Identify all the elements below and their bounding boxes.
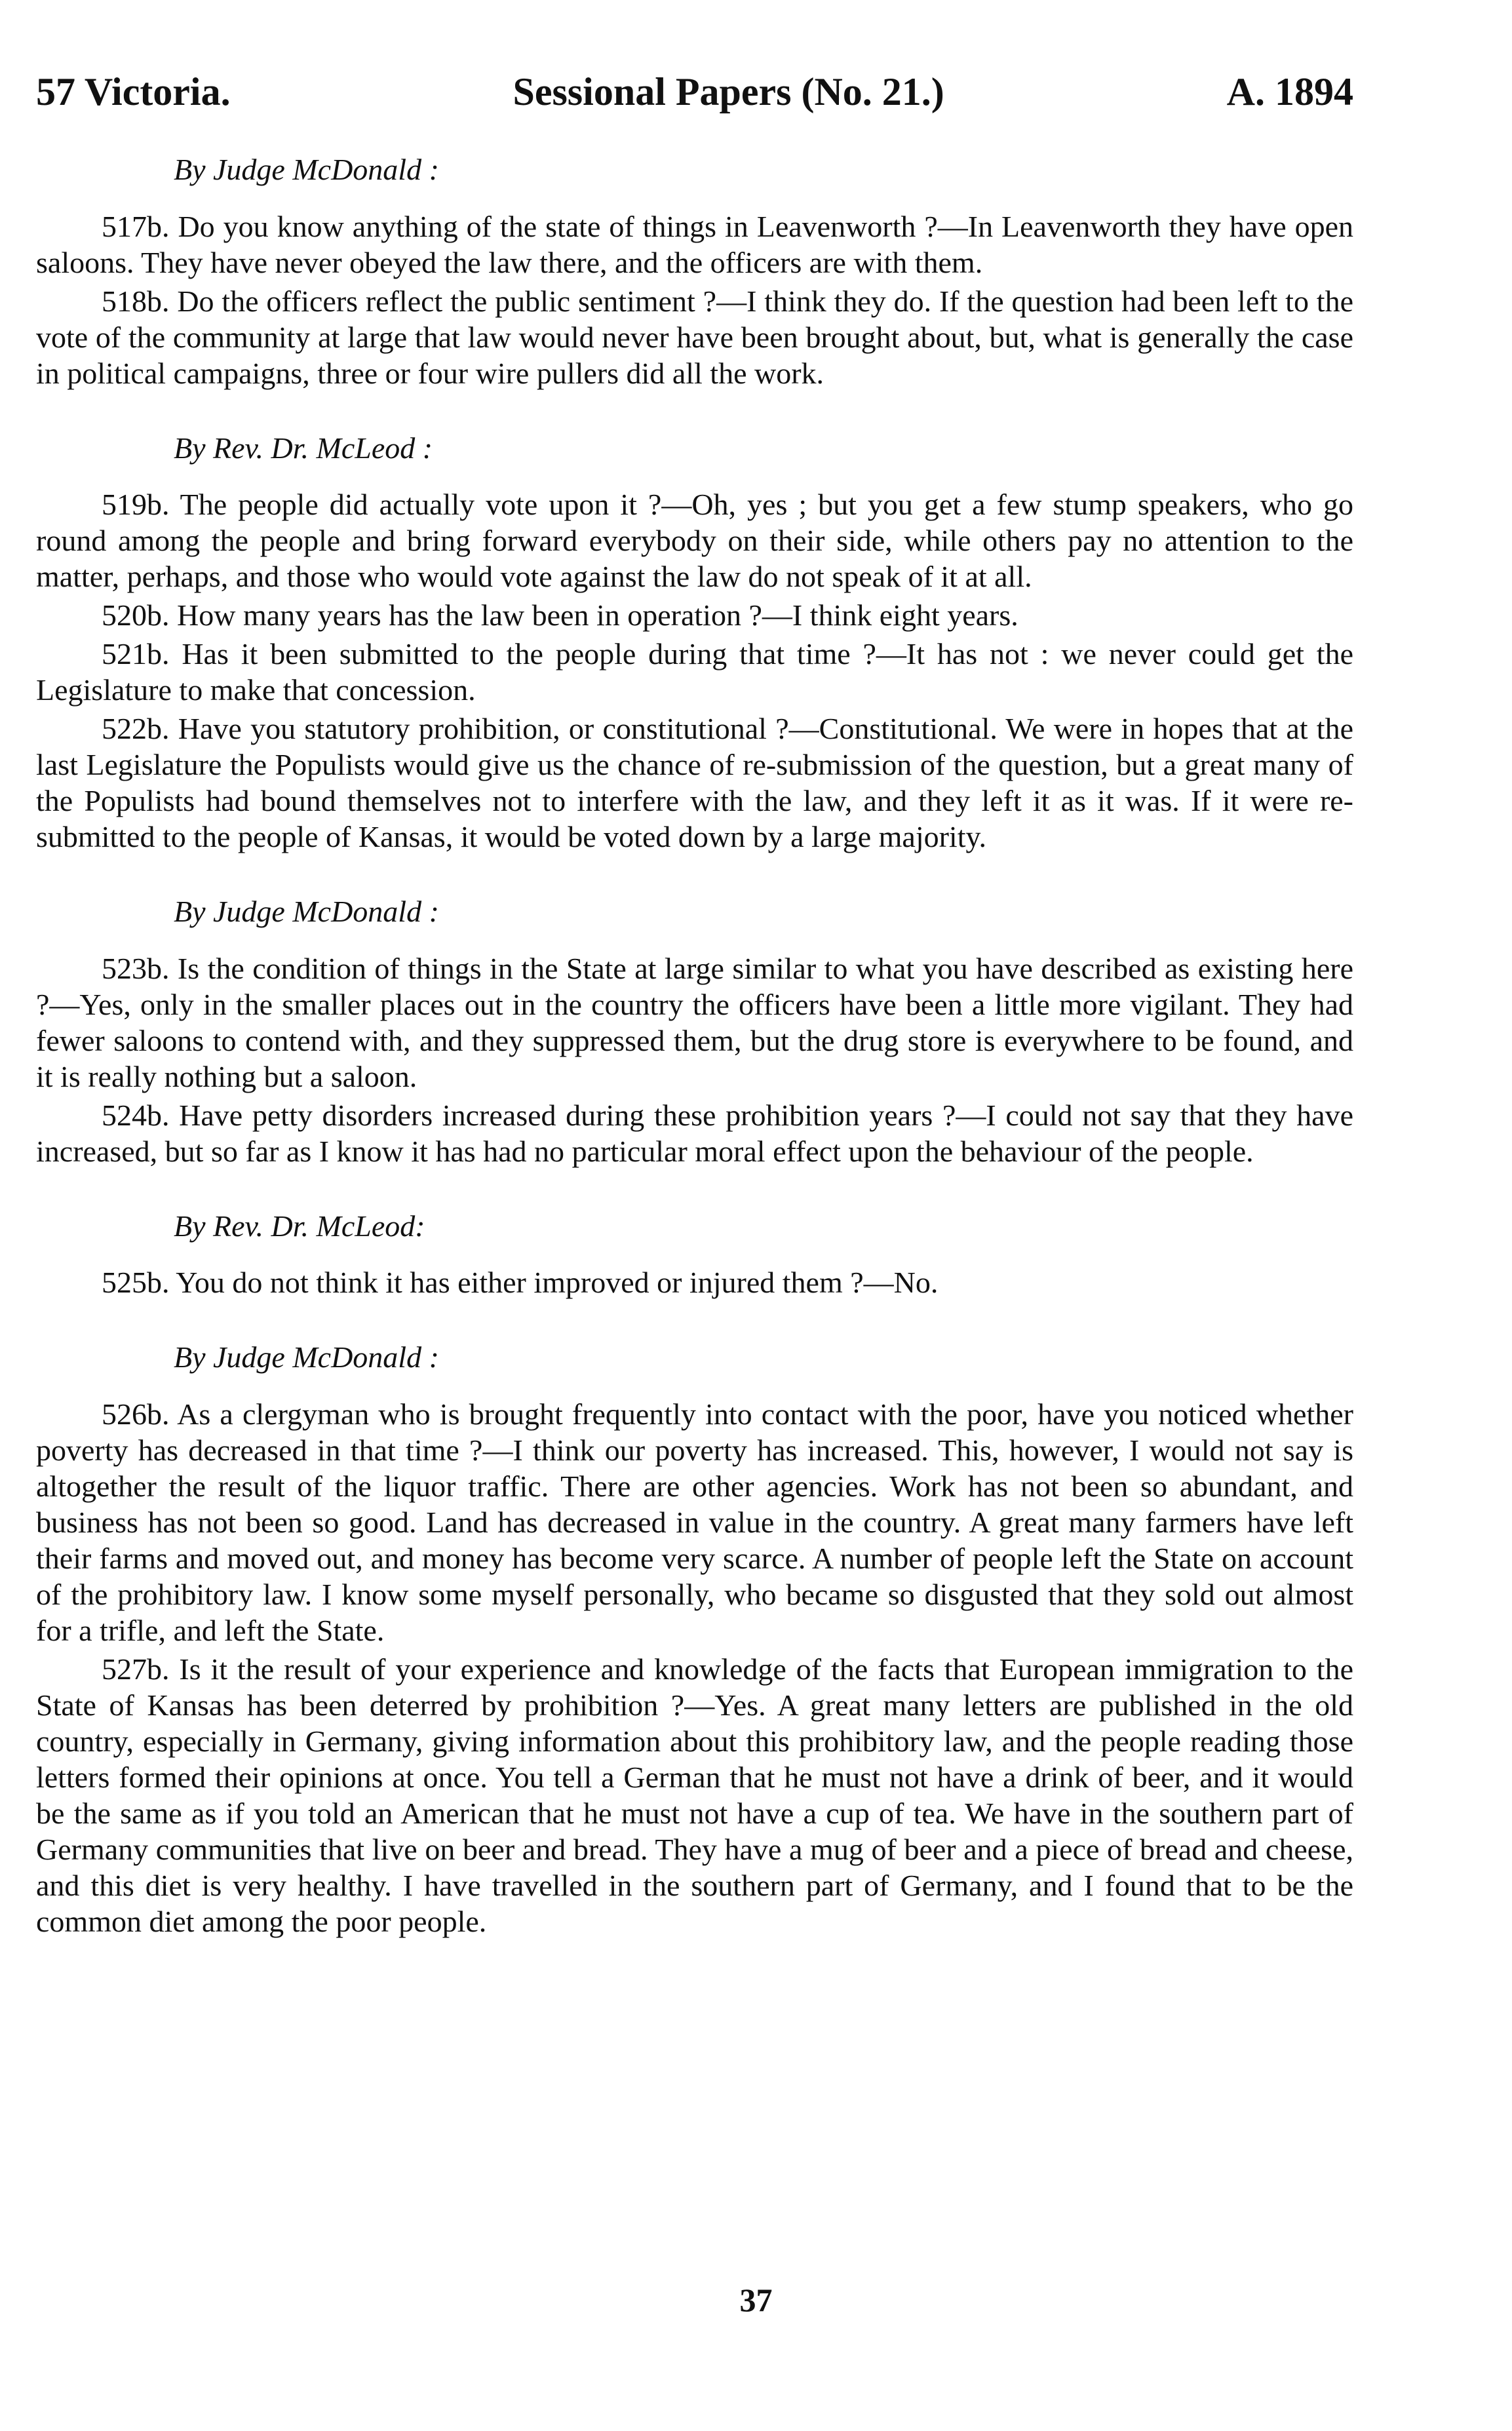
header-year: A. 1894 <box>1226 70 1353 113</box>
question-paragraph: 519b. The people did actually vote upon it ?—Oh, yes ; but you get a few stump speakers, who go round among the people and bring forward everybody on their side, while others pay no attention to the matter, perhaps, and those who would vote against the law do not speak of it at all. <box>36 488 1353 593</box>
question-paragraph: 523b. Is the condition of things in the State at large similar to what you have described as existing here ?—Yes, only in the smaller places out in the country the officers have been a little more vigilant. They had fewer saloons to contend with, and they suppressed them, but the drug store is everywhere to be found, and it is really nothing but a saloon. <box>36 951 1353 1093</box>
question-paragraph: 525b. You do not think it has either improved or injured them ?—No. <box>102 1266 939 1299</box>
header-title: Sessional Papers (No. 21.) <box>513 70 944 113</box>
section <box>36 1338 1353 1939</box>
page-header <box>36 72 1353 111</box>
section <box>36 1207 1353 1301</box>
speaker-heading: By Rev. Dr. McLeod : <box>174 431 433 465</box>
speaker-heading: By Judge McDonald : <box>174 895 439 928</box>
speaker-heading: By Judge McDonald : <box>174 153 439 186</box>
question-paragraph: 522b. Have you statutory prohibition, or constitutional ?—Constitutional. We were in hopes that at the last Legislature the Populists would give us the chance of re-submission of the question, but a great many of the Populists had bound themselves not to interfere with the law, and they left it as it was. If it were re-submitted to the people of Kansas, it would be voted down by a large majority. <box>36 712 1353 853</box>
question-paragraph: 521b. Has it been submitted to the people during that time ?—It has not : we never could get the Legislature to make that concession. <box>36 637 1353 707</box>
header-session: 57 Victoria. <box>36 70 231 113</box>
document-page <box>36 72 1353 1942</box>
section <box>36 893 1353 1169</box>
question-paragraph: 518b. Do the officers reflect the public sentiment ?—I think they do. If the question had been left to the vote of the community at large that law would never have been brought about, but, what is generally the case in political campaigns, three or four wire pullers did all the work. <box>36 284 1353 390</box>
page-number: 37 <box>739 2282 773 2318</box>
speaker-heading: By Judge McDonald : <box>174 1340 439 1374</box>
speaker-heading: By Rev. Dr. McLeod: <box>174 1209 425 1243</box>
question-paragraph: 527b. Is it the result of your experience and knowledge of the facts that European immigration to the State of Kansas has been deterred by prohibition ?—Yes. A great many letters are published in the old country, especially in Germany, giving information about this prohibitory law, and the people reading those letters formed their opinions at once. You tell a German that he must not have a drink of beer, and it would be the same as if you told an American that he must not have a cup of tea. We have in the southern part of Germany communities that live on beer and bread. They have a mug of beer and a piece of bread and cheese, and this diet is very healthy. I have travelled in the southern part of Germany, and I found that to be the common diet among the poor people. <box>36 1652 1353 1938</box>
question-paragraph: 526b. As a clergyman who is brought frequently into contact with the poor, have you noticed whether poverty has decreased in that time ?—I think our poverty has increased. This, however, I would not say is altogether the result of the liquor traffic. There are other agencies. Work has not been so abundant, and business has not been so good. Land has decreased in value in the country. A great many farmers have left their farms and moved out, and money has become very scarce. A number of people left the State on account of the prohibitory law. I know some myself personally, who became so disgusted that they sold out almost for a trifle, and left the State. <box>36 1397 1353 1647</box>
question-paragraph: 517b. Do you know anything of the state of things in Leavenworth ?—In Leavenworth they have open saloons. They have never obeyed the law there, and the officers are with them. <box>36 209 1353 279</box>
question-paragraph: 520b. How many years has the law been in operation ?—I think eight years. <box>102 598 1018 632</box>
section <box>36 429 1353 855</box>
question-paragraph: 524b. Have petty disorders increased during these prohibition years ?—I could not say that they have increased, but so far as I know it has had no particular moral effect upon the behaviour of the people. <box>36 1098 1353 1168</box>
section <box>36 151 1353 391</box>
